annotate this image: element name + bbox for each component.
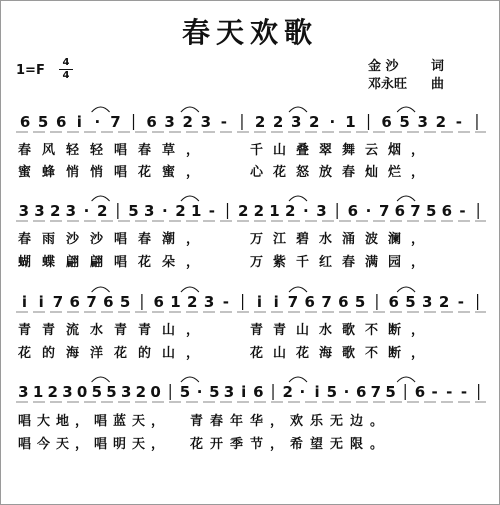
note-glyph: 7 <box>287 293 299 311</box>
lyric-s4-v1-a: 唱大地，唱蓝天， <box>18 414 171 429</box>
note-glyph: 7 <box>110 113 121 131</box>
note-glyph: 5 <box>399 113 410 131</box>
note-glyph: · <box>343 383 350 401</box>
slur-arc <box>289 196 307 201</box>
lyric-s2-v1-a: 春雨沙沙唱春潮， <box>18 232 211 247</box>
note-glyph: 3 <box>62 383 73 401</box>
time-signature-bottom: 4 <box>62 70 70 81</box>
note-glyph: 3 <box>422 293 433 311</box>
note-glyph: 2 <box>182 113 193 131</box>
slur-arc <box>289 377 307 382</box>
note-glyph: 2 <box>187 293 198 311</box>
lyric-s3-v2-a: 花的海洋花的山， <box>18 346 211 361</box>
slur-arc <box>181 377 199 382</box>
note-glyph: 0 <box>150 383 161 401</box>
note-glyph: 6 <box>414 383 426 401</box>
note-glyph: 6 <box>253 383 264 401</box>
note-glyph: 2 <box>135 383 147 401</box>
note-glyph: 3 <box>417 113 428 131</box>
note-glyph: 5 <box>91 383 102 401</box>
note-glyph: · <box>83 202 90 220</box>
note-glyph: 5 <box>425 202 437 220</box>
note-glyph: 3 <box>203 293 215 311</box>
note-glyph: 3 <box>18 383 29 401</box>
note-glyph: 2 <box>438 293 450 311</box>
note-glyph: i <box>314 383 320 401</box>
note-glyph: i <box>76 113 82 131</box>
note-glyph: · <box>161 202 168 220</box>
note-glyph: 2 <box>253 202 265 220</box>
note-glyph: 1 <box>345 113 356 131</box>
note-glyph: 3 <box>164 113 175 131</box>
note-glyph: 5 <box>128 202 139 220</box>
note-glyph: 6 <box>146 113 157 131</box>
slur-arc <box>397 107 415 112</box>
note-glyph: 5 <box>119 293 131 311</box>
note-glyph: 1 <box>269 202 280 220</box>
lyric-s4-v1-b: 青春年华，欢乐无边。 <box>190 414 391 429</box>
lyric-s1-v1-a: 春风轻轻唱春草， <box>18 143 211 158</box>
note-glyph: · <box>302 202 309 220</box>
lyric-s1-v2-b: 心花怒放春灿烂， <box>250 165 435 180</box>
slur-arc <box>289 107 307 112</box>
note-glyph: 6 <box>347 202 359 220</box>
note-glyph: 3 <box>200 113 212 131</box>
note-glyph: 3 <box>34 202 45 220</box>
note-glyph: - <box>208 202 215 220</box>
lyric-s3-v1-a: 青青流水青青山， <box>18 323 211 338</box>
note-glyph: 3 <box>223 383 235 401</box>
note-glyph: · <box>365 202 372 220</box>
note-glyph: 6 <box>394 202 406 220</box>
lyricist-role: 词 <box>431 59 445 74</box>
note-glyph: - <box>431 383 438 401</box>
note-glyph: - <box>455 113 463 131</box>
note-glyph: 7 <box>378 202 390 220</box>
note-glyph: 6 <box>338 293 349 311</box>
note-glyph: 2 <box>96 202 108 220</box>
note-glyph: 6 <box>441 202 453 220</box>
lyric-s4-v2-a: 唱今天，唱明天， <box>18 437 171 452</box>
note-glyph: · <box>94 113 101 131</box>
note-glyph: 3 <box>290 113 302 131</box>
note-glyph: - <box>222 293 229 311</box>
note-glyph: 7 <box>321 293 332 311</box>
note-glyph: 5 <box>385 383 396 401</box>
note-glyph: 5 <box>106 383 117 401</box>
note-glyph: i <box>241 383 247 401</box>
composer-role: 曲 <box>431 77 445 92</box>
note-glyph: 2 <box>282 383 293 401</box>
note-glyph: 5 <box>326 383 337 401</box>
lyric-s3-v1-b: 青青山水歌不断， <box>250 323 435 338</box>
note-glyph: 2 <box>237 202 249 220</box>
slur-arc <box>92 107 110 112</box>
note-glyph: 5 <box>209 383 220 401</box>
note-glyph: · <box>329 113 336 131</box>
slur-arc <box>92 377 110 382</box>
note-glyph: 7 <box>410 202 421 220</box>
lyric-s3-v2-b: 花山花海歌不断， <box>250 346 435 361</box>
note-glyph: 6 <box>55 113 67 131</box>
note-glyph: - <box>220 113 228 131</box>
note-glyph: · <box>196 383 203 401</box>
note-glyph: 2 <box>272 113 284 131</box>
note-glyph: 2 <box>47 383 58 401</box>
note-glyph: 2 <box>175 202 186 220</box>
note-glyph: i <box>273 293 279 311</box>
note-glyph: - <box>446 383 453 401</box>
slur-arc <box>397 196 415 201</box>
note-glyph: 0 <box>76 383 88 401</box>
lyric-s1-v1-b: 千山叠翠舞云烟， <box>250 143 435 158</box>
note-glyph: 1 <box>32 383 44 401</box>
slur-arc <box>397 377 415 382</box>
note-glyph: 7 <box>370 383 382 401</box>
slur-arc <box>92 287 110 292</box>
note-glyph: 5 <box>405 293 416 311</box>
slur-arc <box>181 107 199 112</box>
slur-arc <box>181 196 199 201</box>
slur-arc <box>92 196 110 201</box>
note-glyph: 7 <box>86 293 97 311</box>
note-glyph: 3 <box>143 202 155 220</box>
lyricist-name: 金 沙 <box>368 59 399 74</box>
note-glyph: · <box>299 383 306 401</box>
note-glyph: 6 <box>304 293 315 311</box>
lyric-s2-v2-a: 蝴蝶翩翩唱花朵， <box>18 255 211 270</box>
slur-arc <box>289 287 307 292</box>
note-glyph: 3 <box>65 202 77 220</box>
note-glyph: 6 <box>69 293 80 311</box>
key-signature: 1=F <box>16 63 45 78</box>
note-glyph: - <box>457 293 464 311</box>
note-glyph: - <box>460 383 468 401</box>
note-glyph: 2 <box>309 113 320 131</box>
note-glyph: - <box>459 202 466 220</box>
time-signature-top: 4 <box>62 57 70 68</box>
lyric-s2-v2-b: 万紫千红春满园， <box>250 255 435 270</box>
note-glyph: 3 <box>120 383 132 401</box>
note-glyph: i <box>21 293 27 311</box>
note-glyph: 6 <box>381 113 392 131</box>
note-glyph: 6 <box>388 293 399 311</box>
song-title: 春天欢歌 <box>181 16 318 49</box>
note-glyph: i <box>256 293 262 311</box>
note-glyph: 6 <box>355 383 367 401</box>
note-glyph: 5 <box>354 293 366 311</box>
note-glyph: 2 <box>435 113 447 131</box>
composer-name: 邓永旺 <box>368 77 408 92</box>
lyric-s1-v2-a: 蜜蜂悄悄唱花蜜， <box>18 165 211 180</box>
lyric-s4-v2-b: 花开季节，希望无限。 <box>190 437 391 452</box>
note-glyph: 6 <box>103 293 114 311</box>
note-glyph: 1 <box>190 202 202 220</box>
note-glyph: i <box>38 293 44 311</box>
note-glyph: 2 <box>284 202 296 220</box>
note-glyph: 2 <box>49 202 61 220</box>
note-glyph: 6 <box>19 113 31 131</box>
note-glyph: 5 <box>37 113 49 131</box>
note-glyph: 3 <box>18 202 30 220</box>
note-glyph: 1 <box>170 293 181 311</box>
note-glyph: 5 <box>179 383 191 401</box>
slur-arc <box>397 287 415 292</box>
lyric-s2-v1-b: 万江碧水涌波澜， <box>250 232 435 247</box>
note-glyph: 6 <box>153 293 164 311</box>
note-glyph: 7 <box>52 293 64 311</box>
slur-arc <box>181 287 199 292</box>
note-glyph: 3 <box>316 202 327 220</box>
note-glyph: 2 <box>254 113 266 131</box>
